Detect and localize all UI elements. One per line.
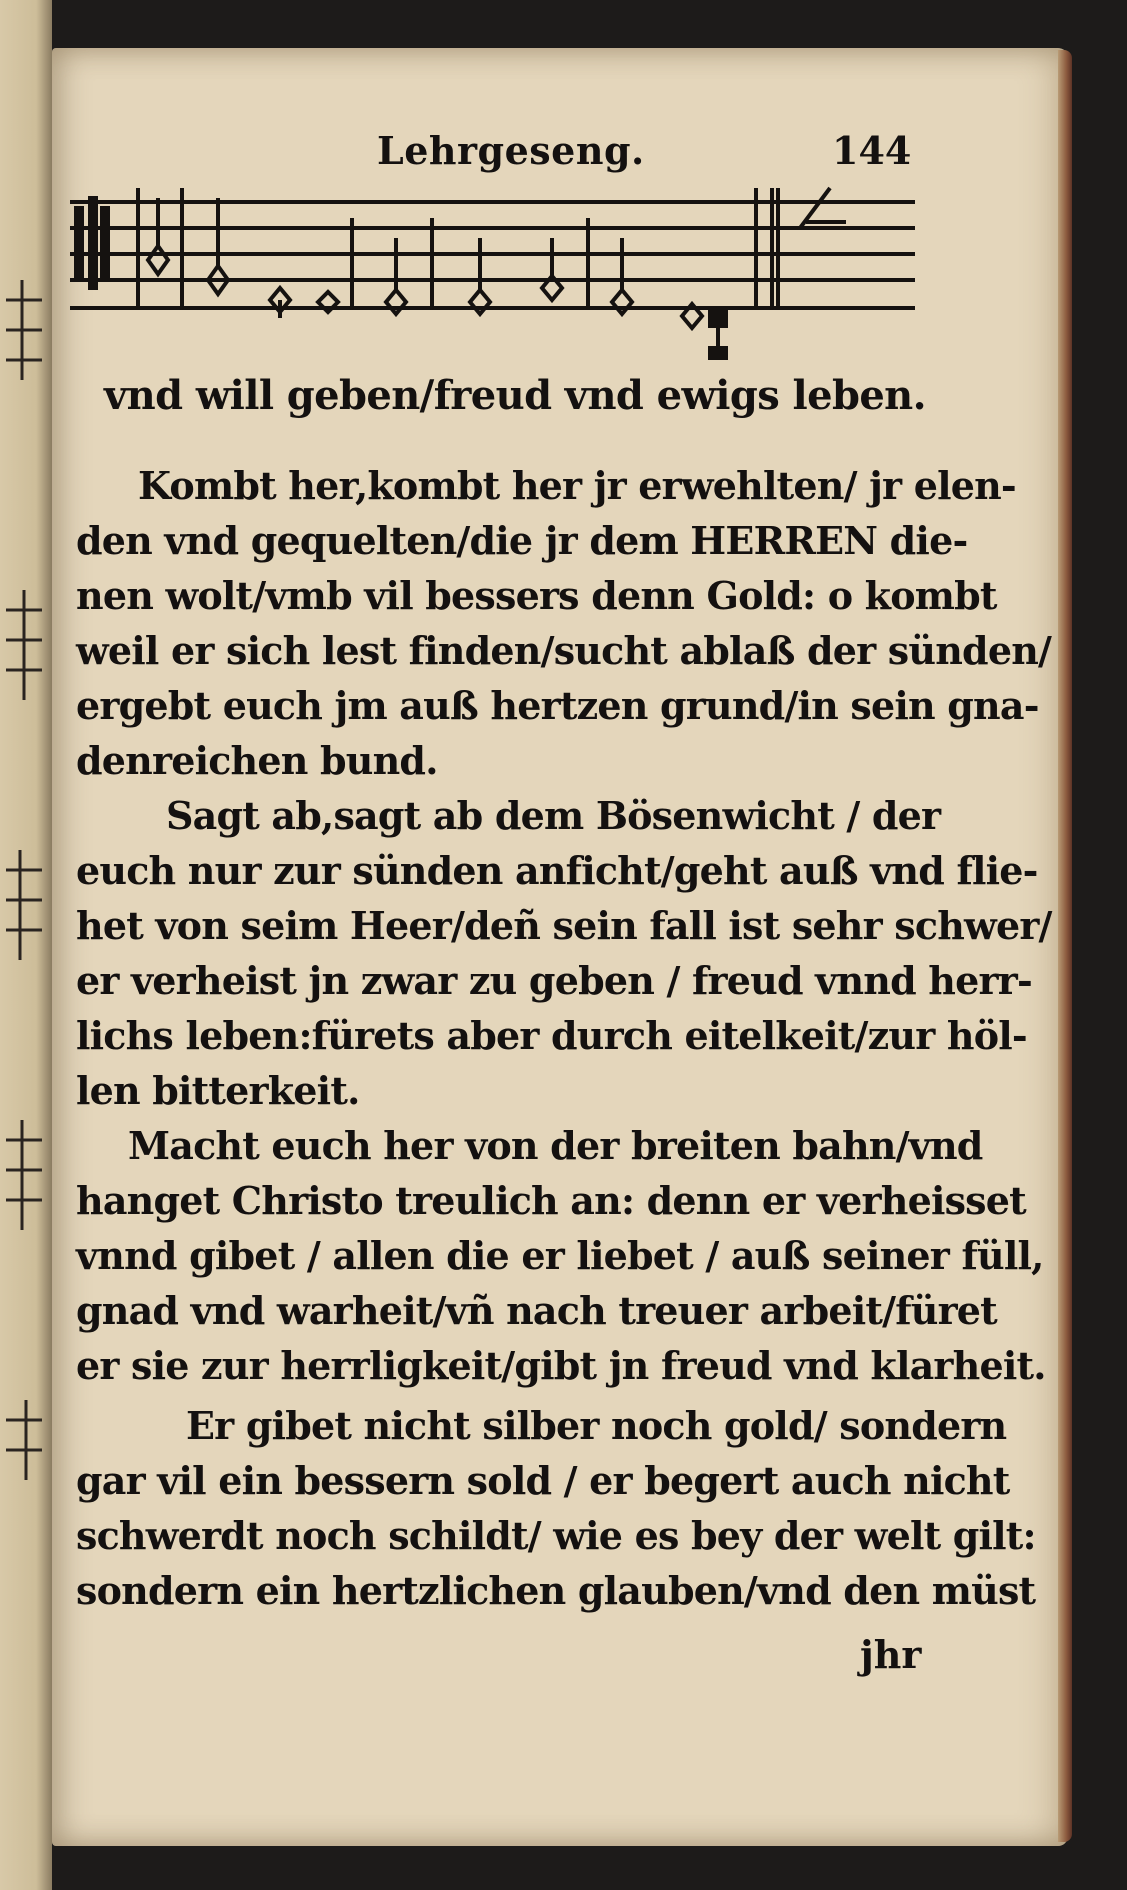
music-lyric: vnd will geben/freud vnd ewigs leben. [104, 372, 926, 419]
text-line: den vnd gequelten/die jr dem HERREN die- [76, 518, 968, 563]
text-line: euch nur zur sünden anficht/geht auß vnd flie- [76, 848, 1038, 893]
text-line: sondern ein hertzlichen glauben/vnd den müst [76, 1568, 1036, 1613]
text-line: hanget Christo treulich an: denn er verheisset [76, 1178, 1026, 1223]
text-line: weil er sich lest finden/sucht ablaß der sünden/ [76, 628, 1052, 673]
text-line: Kombt her,kombt her jr erwehlten/ jr elen- [138, 463, 1016, 508]
text-line: er verheist jn zwar zu geben / freud vnnd herr- [76, 958, 1032, 1003]
running-title: Lehrgeseng. [377, 128, 645, 173]
text-line: denreichen bund. [76, 738, 438, 783]
text-line: het von seim Heer/deñ sein fall ist sehr schwer/ [76, 903, 1052, 948]
previous-page-edge [0, 0, 52, 1890]
page-edge [1058, 50, 1072, 1842]
text-line: er sie zur herrligkeit/gibt jn freud vnd klarheit. [76, 1343, 1046, 1388]
page-number: 144 [832, 128, 912, 173]
text-line: gar vil ein bessern sold / er begert auch nicht [76, 1458, 1010, 1503]
text-line: Macht euch her von der breiten bahn/vnd [128, 1123, 983, 1168]
text-line: nen wolt/vmb vil bessers denn Gold: o kombt [76, 573, 997, 618]
page-header [52, 128, 1068, 178]
text-line: schwerdt noch schildt/ wie es bey der welt gilt: [76, 1513, 1036, 1558]
text-line: vnnd gibet / allen die er liebet / auß seiner füll, [76, 1233, 1044, 1278]
music-staff [70, 178, 915, 378]
text-line: len bitterkeit. [76, 1068, 360, 1113]
previous-page-fragments [2, 0, 48, 1890]
text-line: Er gibet nicht silber noch gold/ sondern [186, 1403, 1007, 1448]
text-line: ergebt euch jm auß hertzen grund/in sein gna- [76, 683, 1039, 728]
text-line: gnad vnd warheit/vñ nach treuer arbeit/füret [76, 1288, 997, 1333]
text-line: lichs leben:fürets aber durch eitelkeit/zur höl- [76, 1013, 1027, 1058]
text-line: Sagt ab,sagt ab dem Bösenwicht / der [166, 793, 941, 838]
catchword: jhr [860, 1632, 922, 1677]
